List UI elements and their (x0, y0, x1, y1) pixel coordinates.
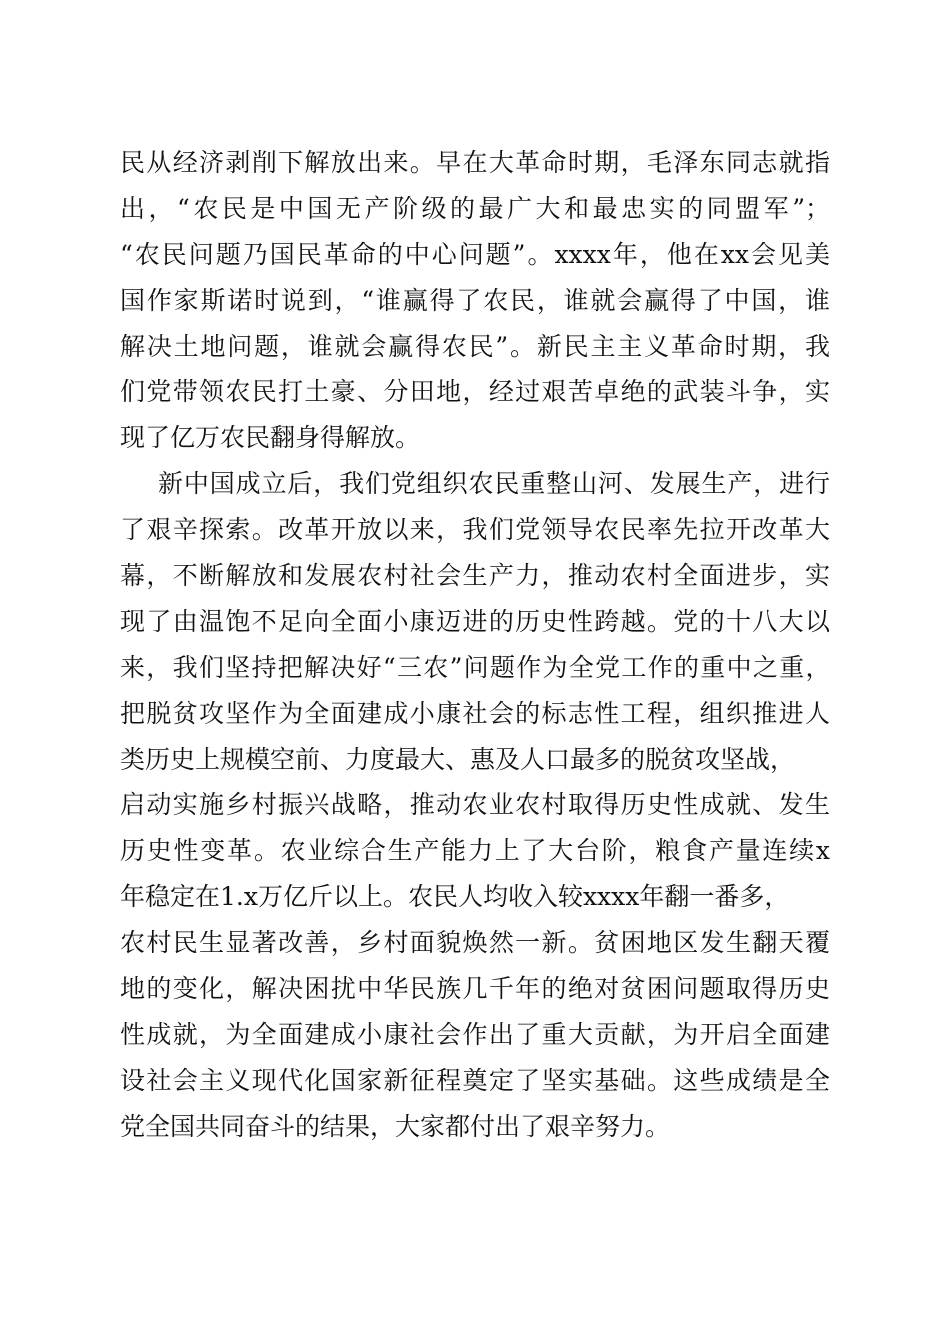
text-line: 幕，不断解放和发展农村社会生产力，推动农村全面进步，实 (120, 561, 830, 591)
text-line: 出，“农民是中国无产阶级的最广大和最忠实的同盟军”； (120, 193, 830, 223)
text-line: 党全国共同奋斗的结果，大家都付出了艰辛努力。 (120, 1111, 671, 1141)
document-body (120, 140, 830, 1150)
text-line: 了艰辛探索。改革开放以来，我们党领导农民率先拉开改革大 (120, 515, 830, 545)
text-line: 启动实施乡村振兴战略，推动农业农村取得历史性成就、发生 (120, 790, 830, 820)
text-line: 现了亿万农民翻身得解放。 (120, 423, 421, 453)
text-line: 国作家斯诺时说到，“谁赢得了农民，谁就会赢得了中国，谁 (120, 285, 830, 315)
text-line: 现了由温饱不足向全面小康迈进的历史性跨越。党的十八大以 (120, 606, 830, 636)
text-line: 年稳定在1.x万亿斤以上。农民人均收入较xxxx年翻一番多， (120, 882, 790, 912)
text-line: 地的变化，解决困扰中华民族几千年的绝对贫困问题取得历史 (120, 974, 830, 1004)
text-line: 农村民生显著改善，乡村面貌焕然一新。贫困地区发生翻天覆 (120, 928, 830, 958)
text-line: 把脱贫攻坚作为全面建成小康社会的标志性工程，组织推进人 (120, 698, 830, 728)
text-line: 设社会主义现代化国家新征程奠定了坚实基础。这些成绩是全 (120, 1065, 830, 1095)
text-line: 来，我们坚持把解决好“三农”问题作为全党工作的重中之重， (120, 652, 830, 682)
text-line: 们党带领农民打土豪、分田地，经过艰苦卓绝的武装斗争，实 (120, 377, 830, 407)
text-line: 历史性变革。农业综合生产能力上了大台阶，粮食产量连续x (120, 836, 830, 866)
text-line: 民从经济剥削下解放出来。早在大革命时期，毛泽东同志就指 (120, 148, 830, 177)
text-line: 解决土地问题，谁就会赢得农民”。新民主主义革命时期，我 (120, 331, 830, 361)
paragraph-2 (120, 461, 830, 1149)
text-line: 类历史上规模空前、力度最大、惠及人口最多的脱贫攻坚战， (120, 744, 796, 774)
paragraph-1 (120, 140, 830, 461)
text-line: 新中国成立后，我们党组织农民重整山河、发展生产，进行 (158, 469, 830, 499)
text-line: “农民问题乃国民革命的中心问题”。xxxx年，他在xx会见美 (120, 239, 830, 269)
text-line: 性成就，为全面建成小康社会作出了重大贡献，为开启全面建 (120, 1019, 830, 1049)
